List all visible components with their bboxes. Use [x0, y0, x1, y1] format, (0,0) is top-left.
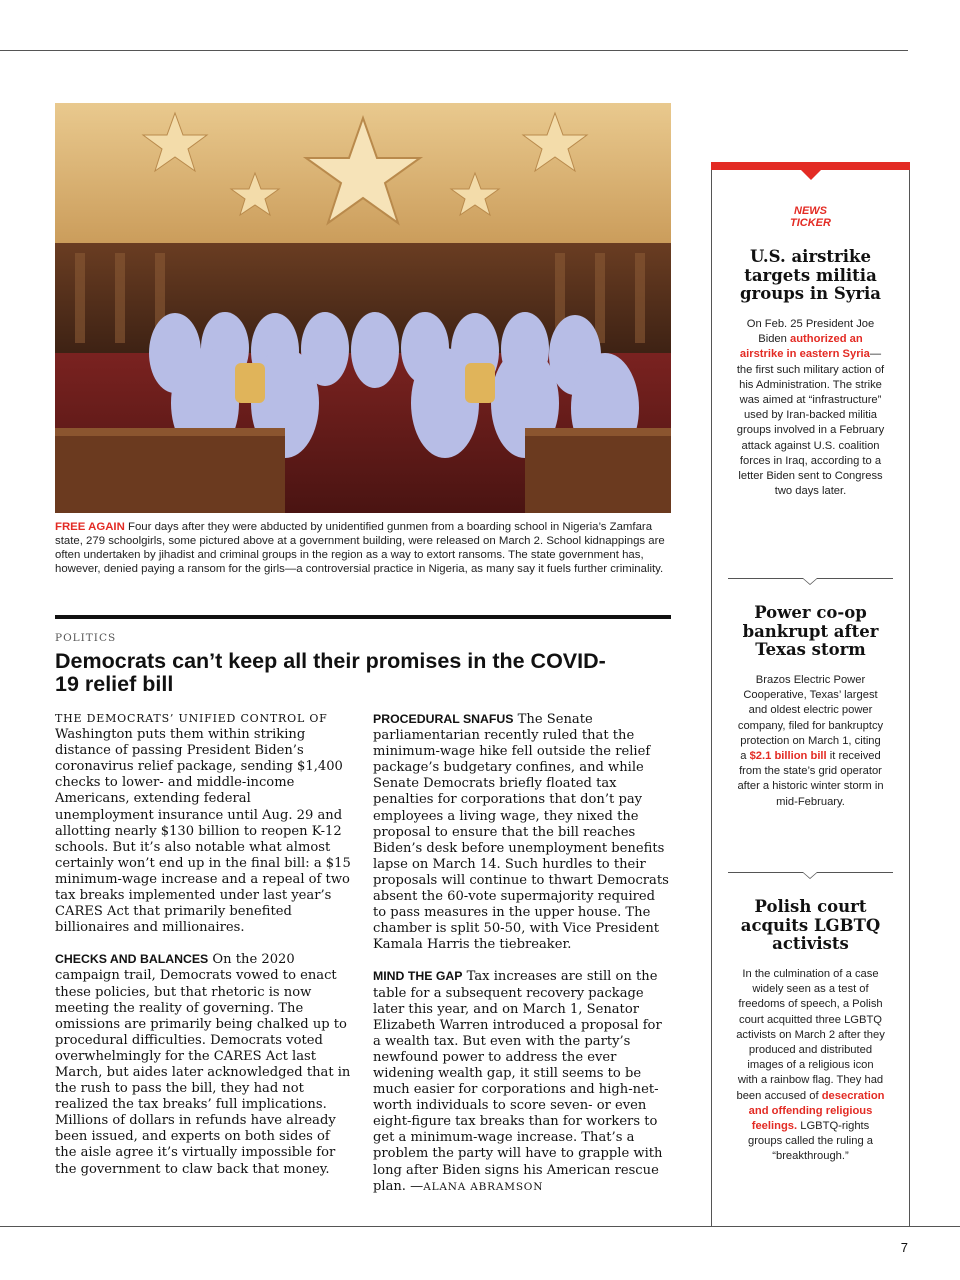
article-byline: ALANA ABRAMSON	[423, 1180, 544, 1193]
paragraph-subhead: CHECKS AND BALANCES	[55, 952, 209, 967]
ticker-red-bar	[711, 162, 910, 170]
ticker-item-body	[736, 317, 885, 499]
ticker-divider	[728, 578, 893, 579]
ticker-divider	[728, 872, 893, 873]
article-paragraph	[373, 968, 671, 1194]
ticker-item-text: On Feb. 25 President Joe Biden	[746, 318, 875, 346]
paragraph-text: Washington puts them within striking distance of passing President Biden’s coronavirus relief package, sending $1,400 checks to lower- and middle-income Americans, extending federal unemployment insurance until Aug. 29 and allotting nearly $130 billion to reopen K-12 schools. But it’s also notable what almost certainly won’t end up in the final bill: a $15 minimum-wage increase and a repeal of two tax breaks implemented under last year’s CARES Act that primarily benefited billionaires and millionaires.	[55, 727, 351, 936]
auditorium-photo	[55, 103, 671, 513]
article-paragraph	[55, 951, 353, 1177]
article-headline: Democrats can’t keep all their promises in the COVID-19 relief bill	[55, 649, 606, 696]
paragraph-text: On the 2020 campaign trail, Democrats vowed to enact these policies, but that rhetoric is now meeting the reality of governing. The omissions are primarily being chalked up to procedural difficulties. Democrats voted overwhelmingly for the CARES Act last March, but aides later acknowledged that in the rush to pass the bill, they had not realized the tax breaks’ full implications. Millions of dollars in refunds have already been issued, and experts on both sides of the aisle agree it’s virtually impossible for the government to claw back that money.	[55, 952, 351, 1177]
top-rule	[0, 50, 908, 51]
ticker-item-highlight: $2.1 billion bill	[749, 750, 827, 763]
ticker-item-headline: Power co-op bankrupt after Texas storm	[742, 603, 879, 659]
ticker-item-highlight: authorized an airstrike in eastern Syria	[739, 333, 870, 361]
photo-illustration	[55, 103, 671, 513]
bottom-rule	[0, 1226, 960, 1227]
ticker-label-line1: NEWS	[794, 205, 827, 217]
paragraph-text: Tax increases are still on the table for a subsequent recovery package later this year, and on March 1, Senator Elizabeth Warren introduced a proposal for a wealth tax. But even with the party’s newfound power to address the ever widening wealth gap, it still seems to be much easier for corporations and high-net-worth individuals to score seven- or even eight-figure tax breaks than for workers to get a minimum-wage increase. That’s a problem the party will have to grapple with long after Biden signs his American rescue plan. —	[373, 969, 663, 1194]
ticker-item-text: it received from the state’s grid operator after a historic winter storm in mid-February.	[737, 750, 884, 808]
photo-caption	[55, 520, 671, 576]
paragraph-subhead: PROCEDURAL SNAFUS	[373, 712, 514, 726]
ticker-item-highlight: desecration and offending religious feelings.	[748, 1089, 885, 1133]
paragraph-text: The Senate parliamentarian recently ruled that the minimum-wage hike fell outside the relief package’s budgetary confines, and while Senate Democrats briefly floated tax penalties for corporations that don’t pay employees a living wage, they nixed the proposal to ensure that the bill reaches Biden’s desk before unemployment benefits lapse on March 14. Such hurdles to their proposals will continue to thwart Democrats absent the 60-vote supermajority required to pass measures in the upper house. The chamber is split 50-50, with Vice President Kamala Harris the tiebreaker.	[373, 712, 669, 953]
article-kicker: POLITICS	[55, 632, 117, 644]
ticker-label	[712, 205, 909, 229]
news-ticker-sidebar	[711, 162, 910, 1226]
ticker-item-text: In the culmination of a case widely seen as a test of freedoms of speech, a Polish court acquitted three LGBTQ activists on March 2 after they produced and distributed images of a religious icon with a rainbow flag. They had been accused of	[736, 968, 885, 1102]
ticker-item-headline: U.S. airstrike targets militia groups in Syria	[740, 247, 881, 303]
ticker-item-text: Brazos Electric Power Cooperative, Texas’ largest and oldest electric power company, filed for bankruptcy protection on March 1, citing a	[737, 674, 884, 763]
ticker-red-pointer	[801, 170, 821, 180]
ticker-item-text: LGBTQ-rights groups called the ruling a “breakthrough.”	[747, 1120, 873, 1163]
article-column-right	[373, 711, 671, 1210]
caption-text: Four days after they were abducted by unidentified gunmen from a boarding school in Nigeria’s Zamfara state, 279 schoolgirls, some pictured above at a government building, were released on March 2. School kidnappings are often undertaken by jihadist and criminal groups in the region as a way to extort ransoms. The state government has, however, denied paying a ransom for the girls—a controversial practice in Nigeria, as many say it fuels further criminality.	[55, 521, 665, 575]
paragraph-lead: THE DEMOCRATS’ UNIFIED CONTROL OF	[55, 712, 328, 725]
paragraph-subhead: MIND THE GAP	[373, 969, 463, 984]
ticker-item-body	[736, 673, 885, 810]
page-number: 7	[900, 1240, 908, 1255]
ticker-item-text: —the first such military action of his Administration. The strike was aimed at “infrastructure” used by Iran-backed militia groups involved in a February attack against U.S. coalition forces in Iraq, according to a letter Biden sent to Congress two days later.	[736, 348, 885, 498]
article-column-left	[55, 711, 353, 1193]
ticker-label-line2: TICKER	[790, 217, 831, 229]
caption-lead: FREE AGAIN	[55, 521, 125, 533]
ticker-item-headline: Polish court acquits LGBTQ activists	[740, 897, 881, 953]
article-paragraph	[55, 711, 353, 936]
article-paragraph	[373, 711, 671, 953]
ticker-item-body	[736, 967, 885, 1165]
section-rule	[55, 615, 671, 619]
